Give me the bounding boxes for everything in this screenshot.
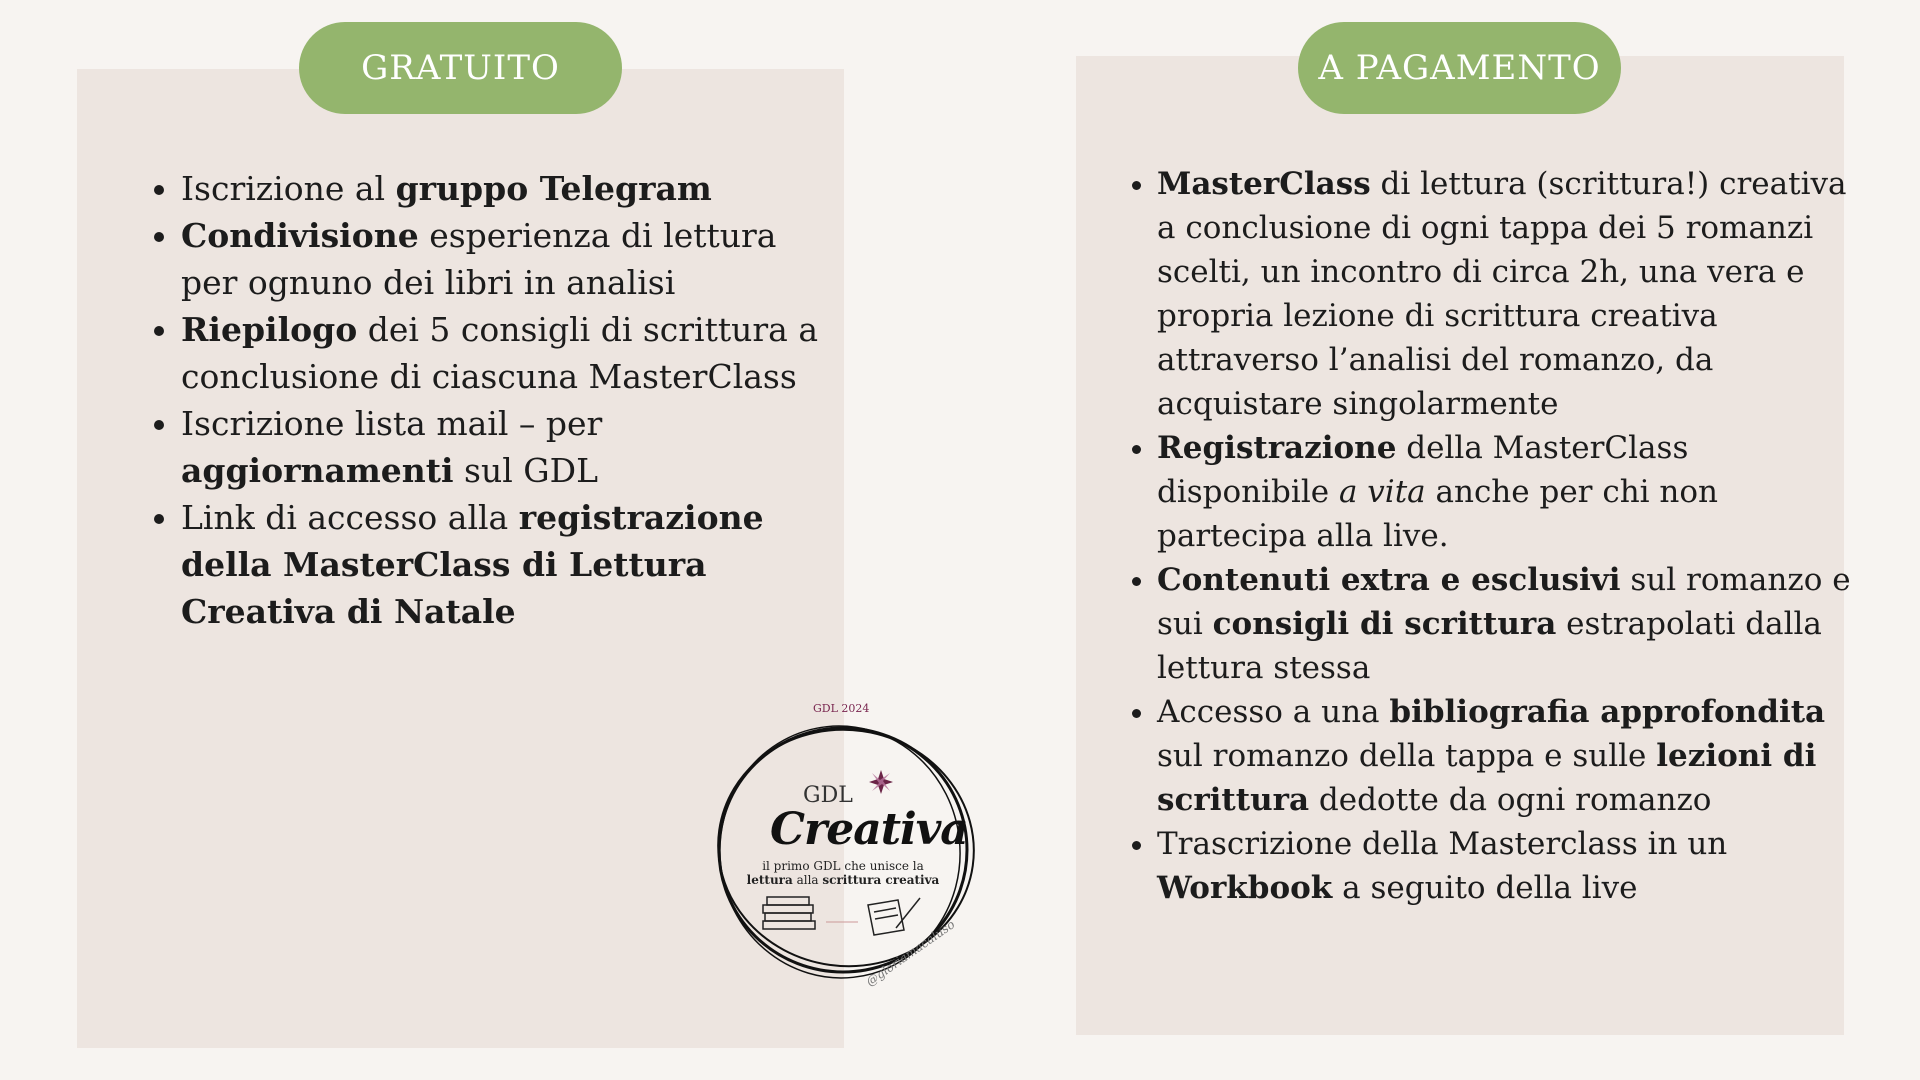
free-feature-item: • Iscrizione lista mail – per aggiornamenti sul GDL [181, 400, 821, 494]
paid-feature-item: • Contenuti extra e esclusivi sul romanzo e sui consigli di scrittura estrapolati dalla lettura stessa [1157, 558, 1857, 690]
logo-handle: @gloriamacaluso [863, 917, 958, 989]
free-feature-item: • Condivisione esperienza di lettura per ognuno dei libri in analisi [181, 212, 821, 306]
free-feature-item: • Riepilogo dei 5 consigli di scrittura a conclusione di ciascuna MasterClass [181, 306, 821, 400]
paid-feature-item: • Accesso a una bibliografia approfondita sul romanzo della tappa e sulle lezioni di scrittura dedotte da ogni romanzo [1157, 690, 1857, 822]
paid-feature-item: • Trascrizione della Masterclass in un Workbook a seguito della live [1157, 822, 1857, 910]
paid-feature-item: • MasterClass di lettura (scrittura!) creativa a conclusione di ogni tappa dei 5 romanzi scelti, un incontro di circa 2h, una vera e propria lezione di scrittura creativa attraverso l’analisi del romanzo, da acquistare singolarmente [1157, 162, 1857, 426]
free-feature-item: • Link di accesso alla registrazione della MasterClass di Lettura Creativa di Natale [181, 494, 821, 635]
flower-icon [869, 770, 893, 794]
gdl-creativa-logo [708, 700, 978, 1000]
logo-subtitle-1: il primo GDL che unisce la [762, 859, 924, 873]
paid-features-list [1127, 162, 1857, 910]
free-features-list [151, 165, 821, 635]
notebook-pen-icon [868, 898, 920, 935]
logo-subtitle-2: lettura alla scrittura creativa [746, 873, 940, 887]
logo-creativa: Creativa [770, 804, 968, 855]
books-icon [763, 897, 815, 929]
paid-feature-item: • Registrazione della MasterClass disponibile a vita anche per chi non partecipa alla live. [1157, 426, 1857, 558]
free-label-badge: GRATUITO [299, 22, 622, 114]
paid-label-badge: A PAGAMENTO [1298, 22, 1621, 114]
free-feature-item: • Iscrizione al gruppo Telegram [181, 165, 821, 212]
logo-year: GDL 2024 [813, 702, 870, 715]
logo-gdl: GDL [803, 783, 853, 808]
